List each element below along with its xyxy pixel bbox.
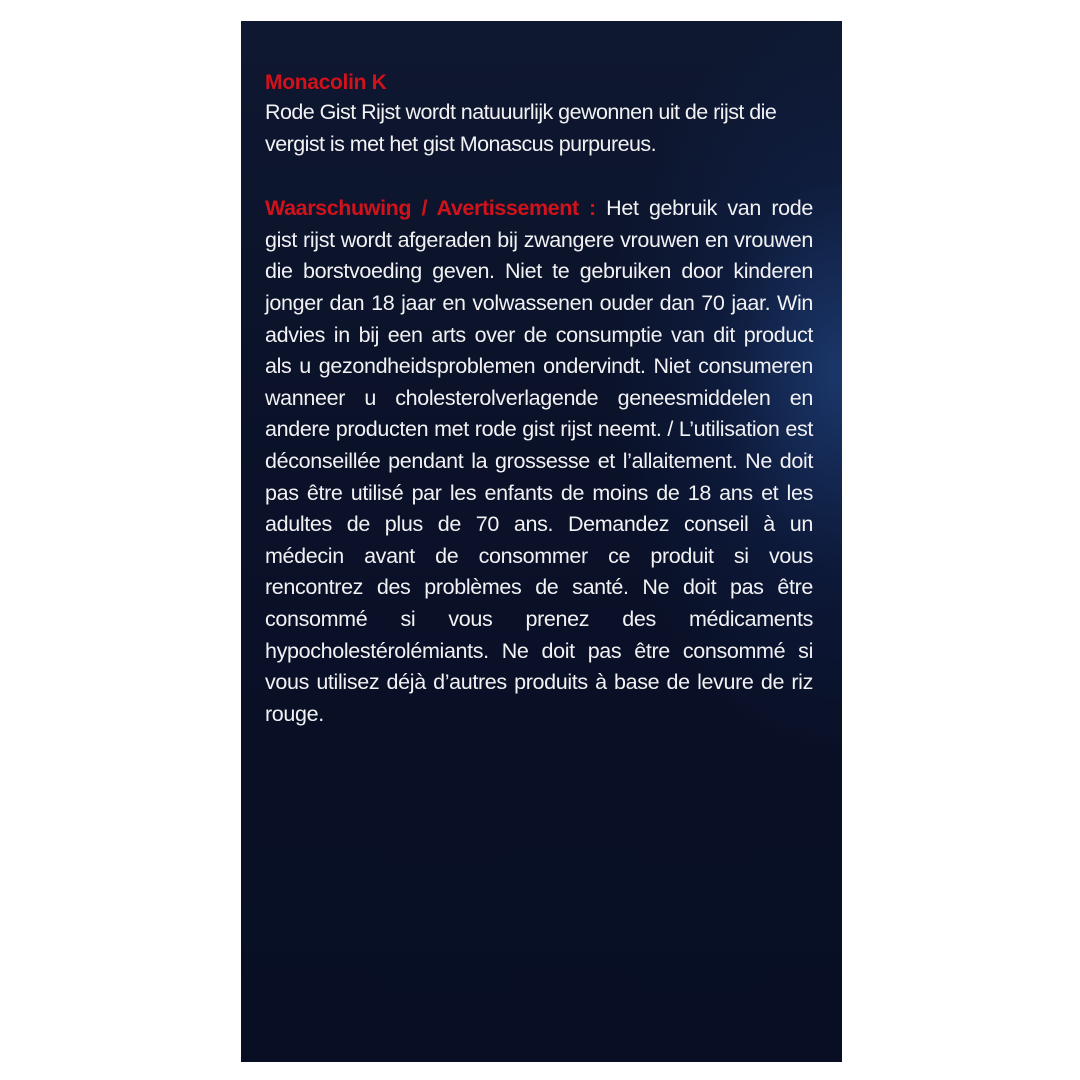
warning-text: Het gebruik van rode gist rijst wordt afgeraden bij zwangere vrouwen en vrouwen die borstvoeding geven. Niet te gebruiken door kinderen jonger dan 18 jaar en volwassenen ouder dan 70 jaar. Win advies in bij een arts over de consumptie van dit product als u gezondheidsproblemen ondervindt. Niet consumeren wanneer u cholesterolverlagende geneesmiddelen en andere producten met rode gist rijst neemt. / L’utilisation est déconseillée pendant la grossesse et l’allaitement. Ne doit pas être utilisé par les enfants de moins de 18 ans et les adultes de plus de 70 ans. Demandez conseil à un médecin avant de consommer ce produit si vous rencontrez des problèmes de santé. Ne doit pas être consommé si vous prenez des médicaments hypocholestérolémiants. Ne doit pas être consommé si vous utilisez déjà d’autres produits à base de levure de riz rouge.: [265, 196, 813, 726]
intro-paragraph: [265, 97, 813, 160]
product-heading: Monacolin K: [265, 71, 387, 94]
warning-label: Waarschuwing / Avertissement :: [265, 196, 596, 221]
warning-paragraph: [265, 193, 813, 730]
label-content: [265, 69, 813, 730]
intro-text: Rode Gist Rijst wordt natuuurlijk gewonnen uit de rijst die vergist is met het gist Monascus purpureus.: [265, 100, 777, 156]
label-panel: [241, 21, 842, 1062]
